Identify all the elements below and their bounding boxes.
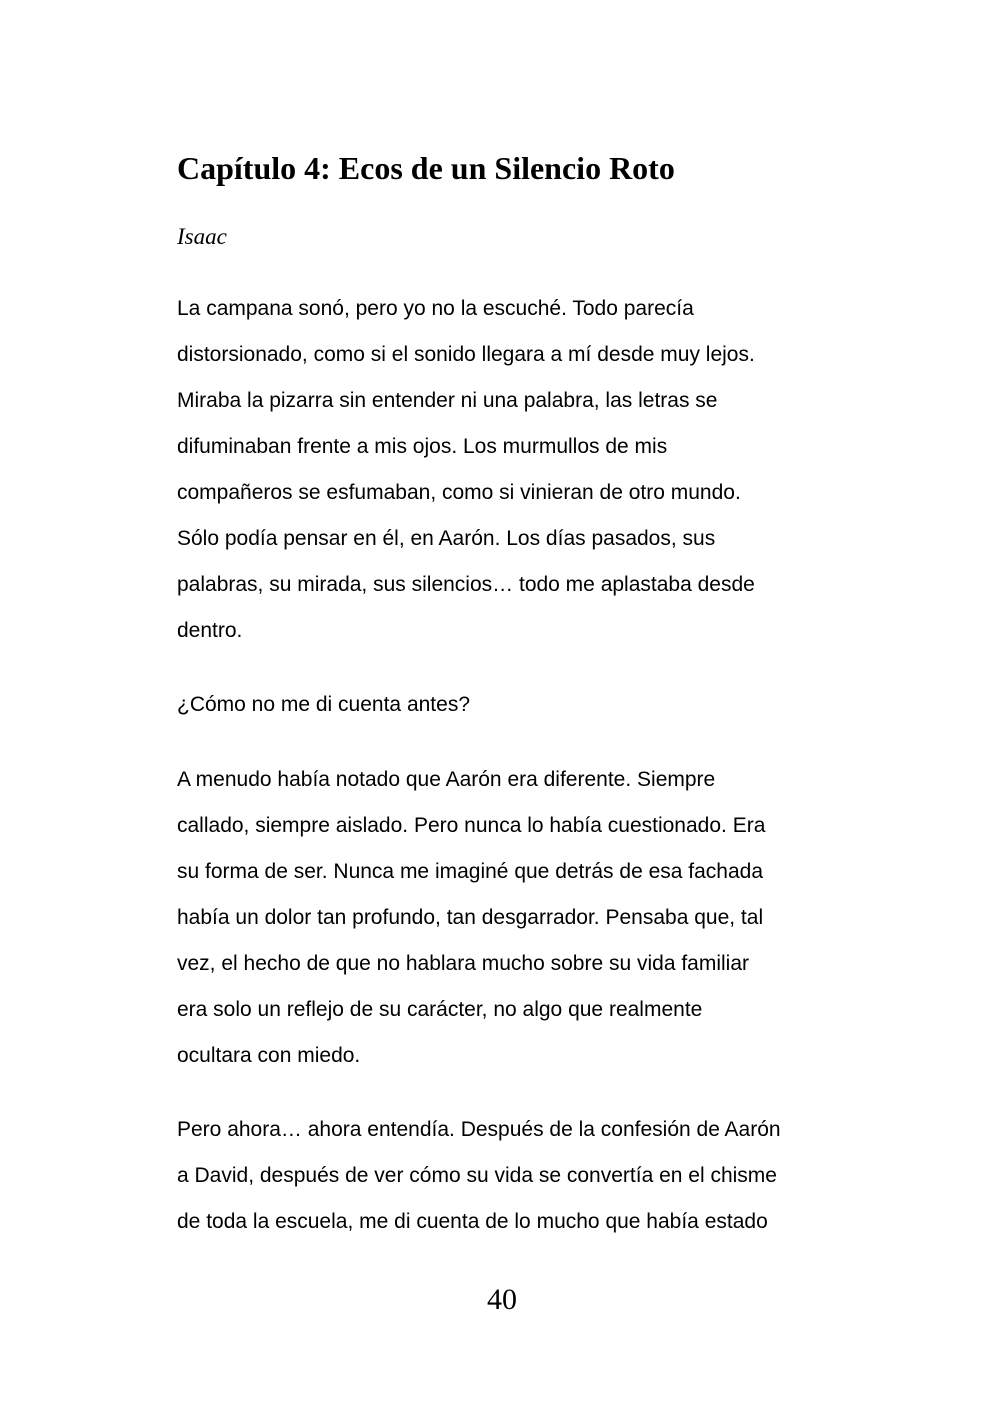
- text-line: compañeros se esfumaban, como si vinieran de otro mundo.: [177, 481, 741, 504]
- chapter-title: Capítulo 4: Ecos de un Silencio Roto: [177, 150, 675, 186]
- text-line: de toda la escuela, me di cuenta de lo mucho que había estado: [177, 1210, 768, 1233]
- paragraph: [177, 286, 755, 654]
- text-line: difuminaban frente a mis ojos. Los murmullos de mis: [177, 435, 668, 458]
- text-line: Sólo podía pensar en él, en Aarón. Los días pasados, sus: [177, 527, 716, 550]
- text-line: a David, después de ver cómo su vida se convertía en el chisme: [177, 1164, 777, 1187]
- text-line: era solo un reflejo de su carácter, no algo que realmente: [177, 998, 703, 1021]
- text-line: callado, siempre aislado. Pero nunca lo había cuestionado. Era: [177, 814, 766, 837]
- narrator-name: Isaac: [177, 224, 227, 249]
- text-line: su forma de ser. Nunca me imaginé que detrás de esa fachada: [177, 860, 764, 883]
- text-line: palabras, su mirada, sus silencios… todo me aplastaba desde: [177, 573, 755, 596]
- text-line: dentro.: [177, 619, 243, 642]
- text-line: A menudo había notado que Aarón era diferente. Siempre: [177, 768, 716, 791]
- text-line: La campana sonó, pero yo no la escuché. Todo parecía: [177, 297, 694, 320]
- paragraph: [177, 682, 470, 728]
- text-line: Miraba la pizarra sin entender ni una palabra, las letras se: [177, 389, 718, 412]
- text-line: Pero ahora… ahora entendía. Después de la confesión de Aarón: [177, 1118, 781, 1141]
- text-line: vez, el hecho de que no hablara mucho sobre su vida familiar: [177, 952, 750, 975]
- text-line: ocultara con miedo.: [177, 1044, 361, 1067]
- paragraph: [177, 1107, 781, 1245]
- paragraph: [177, 757, 765, 1079]
- page-number: 40: [487, 1283, 517, 1316]
- text-line: había un dolor tan profundo, tan desgarrador. Pensaba que, tal: [177, 906, 764, 929]
- text-line: ¿Cómo no me di cuenta antes?: [177, 693, 470, 716]
- text-line: distorsionado, como si el sonido llegara a mí desde muy lejos.: [177, 343, 755, 366]
